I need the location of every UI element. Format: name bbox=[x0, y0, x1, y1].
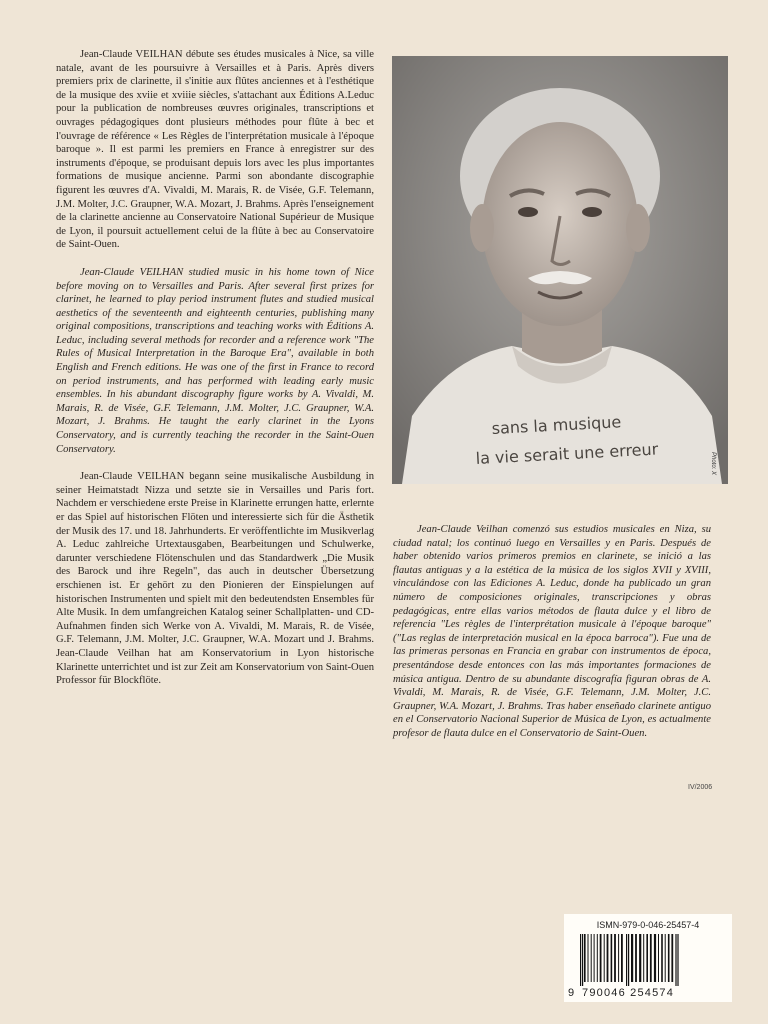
barcode-label bbox=[564, 914, 732, 1002]
portrait-illustration bbox=[392, 56, 728, 484]
biography-french: Jean-Claude VEILHAN débute ses études musicales à Nice, sa ville natale, avant de les poursuivre à Versailles et à Paris. Après divers premiers prix de clarinette, il s'initie aux flûtes anciennes et à l'esthétique de la musique des xviie et xviiie siècles, s'attachant aux Éditions A.Leduc pour la publication de nombreuses œuvres originales, transcriptions et ouvrages pédagogiques dont plusieurs méthodes pour flûte à bec et l'ouvrage de référence « Les Règles de l'interprétation musicale à l'époque baroque ». Il est parmi les premiers en France à enregistrer sur des instruments d'époque, se produisant depuis lors avec les plus importantes formations de musique ancienne. Parmi son abondante discographie figurent les œuvres d'A. Vivaldi, M. Marais, R. de Visée, G.F. Telemann, J.M. Molter, J.C. Graupner, W.A. Mozart, J. Brahms. Après l'enseignement de la clarinette ancienne au Conservatoire National Supérieur de Musique de Lyon, il poursuit actuellement celui de la flûte à bec au Conservatoire de Saint-Ouen. bbox=[56, 49, 374, 251]
photo-credit: Photo: X bbox=[710, 452, 716, 476]
barcode-first-digit: 9 bbox=[568, 987, 576, 999]
biography-english: Jean-Claude VEILHAN studied music in his home town of Nice before moving on to Versailles and Paris. After several first prizes for clarinet, he learned to play period instrument flutes and studied musical aesthetics of the seventeenth and eighteenth centuries, publishing many original compositions, transcriptions and teaching works with Éditions A. Leduc, including several methods for recorder and a reference work "The Rules of Musical Interpretation in the Baroque Era", available in both English and French editions. He was one of the first in France to record on period instruments, and has performed with leading early music ensembles. In his abundant discography figure works by A. Vivaldi, M. Marais, R. de Visée, G.F. Telemann, J.M. Molter, J.C. Graupner, W.A. Mozart, J. Brahms. He taught the early clarinet in the Lyons Conservatory, and is currently teaching the recorder in the Saint-Ouen Conservatory. bbox=[56, 266, 374, 455]
biography-german: Jean-Claude VEILHAN begann seine musikalische Ausbildung in seiner Heimatstadt Nizza und setzte sie in Versailles und Paris fort. Nachdem er verschiedene erste Preise in Klarinette errungen hatte, erlernte er das Spiel auf historischen Flöten und interessierte sich für die Ästhetik der Musik des 17. und 18. Jahrhunderts. Er veröffentlichte im Musikverlag A. Leduc zahlreiche Urtextausgaben, Bearbeitungen und Schulwerke, darunter verschiedene Flötenschulen und das Standardwerk „Die Musik des Barock und ihre Regeln", das auch in deutscher Übersetzung erschienen ist. Er gehört zu den Pionieren der Einspielungen auf historischen Instrumenten und spielt mit den bedeutendsten Ensembles für Alte Musik. In dem umfangreichen Katalog seiner Schallplatten- und CD-Aufnahmen finden sich Werke von A. Vivaldi, M. Marais, R. de Visée, G.F. Telemann, J.M. Molter, J.C. Graupner, W.A. Mozart und J. Brahms. Jean-Claude Veilhan hat am Konservatorium in Lyon historische Klarinette unterrichtet und ist zur Zeit am Konservatorium von Saint-Ouen Professor für Blockflöte. bbox=[56, 471, 374, 687]
shirt-text-line-1: sans la musique bbox=[491, 412, 622, 438]
left-column bbox=[56, 48, 374, 702]
print-date-code: IV/2006 bbox=[688, 784, 713, 791]
biography-spanish: Jean-Claude Veilhan comenzó sus estudios musicales en Niza, su ciudad natal; los continuó luego en Versailles y en Paris. Después de haber obtenido varios primeros premios en clarinete, se inició a las flautas antiguas y a la estética de la música de los siglos XVII y XVIII, vinculándose con las Ediciones A. Leduc, donde ha publicado un gran número de composiciones originales, transcripciones y obras pedagógicas, entre ellas varios métodos de flauta dulce y el libro de referencia "Les règles de l'interprétation musicale à l'époque baroque" ("Las reglas de interpretación musical en la época barroca"). Fue una de las primeras personas en Francia en grabar con instrumentos de época, presentándose desde entonces con las más importantes formaciones de música antigua. Dentro de su abundante discografía figuran obras de A. Vivaldi, M. Marais, R. de Visée, G.F. Telemann, J.M. Molter, J.C. Graupner, W.A. Mozart, J. Brahms. Tras haber enseñado clarinete antiguo en el Conservatorio Nacional Superior de Música de Lyon, es actualmente profesor de flauta dulce en el Conservatorio de Saint-Ouen. bbox=[393, 524, 711, 739]
ismn-number: ISMN-979-0-046-25457-4 bbox=[596, 920, 700, 930]
right-column bbox=[393, 523, 711, 755]
barcode-digit-groups: 790046 254574 bbox=[582, 987, 675, 999]
shirt-text-line-2: la vie serait une erreur bbox=[475, 439, 659, 468]
portrait-photo bbox=[392, 56, 728, 484]
barcode-icon bbox=[568, 934, 728, 986]
